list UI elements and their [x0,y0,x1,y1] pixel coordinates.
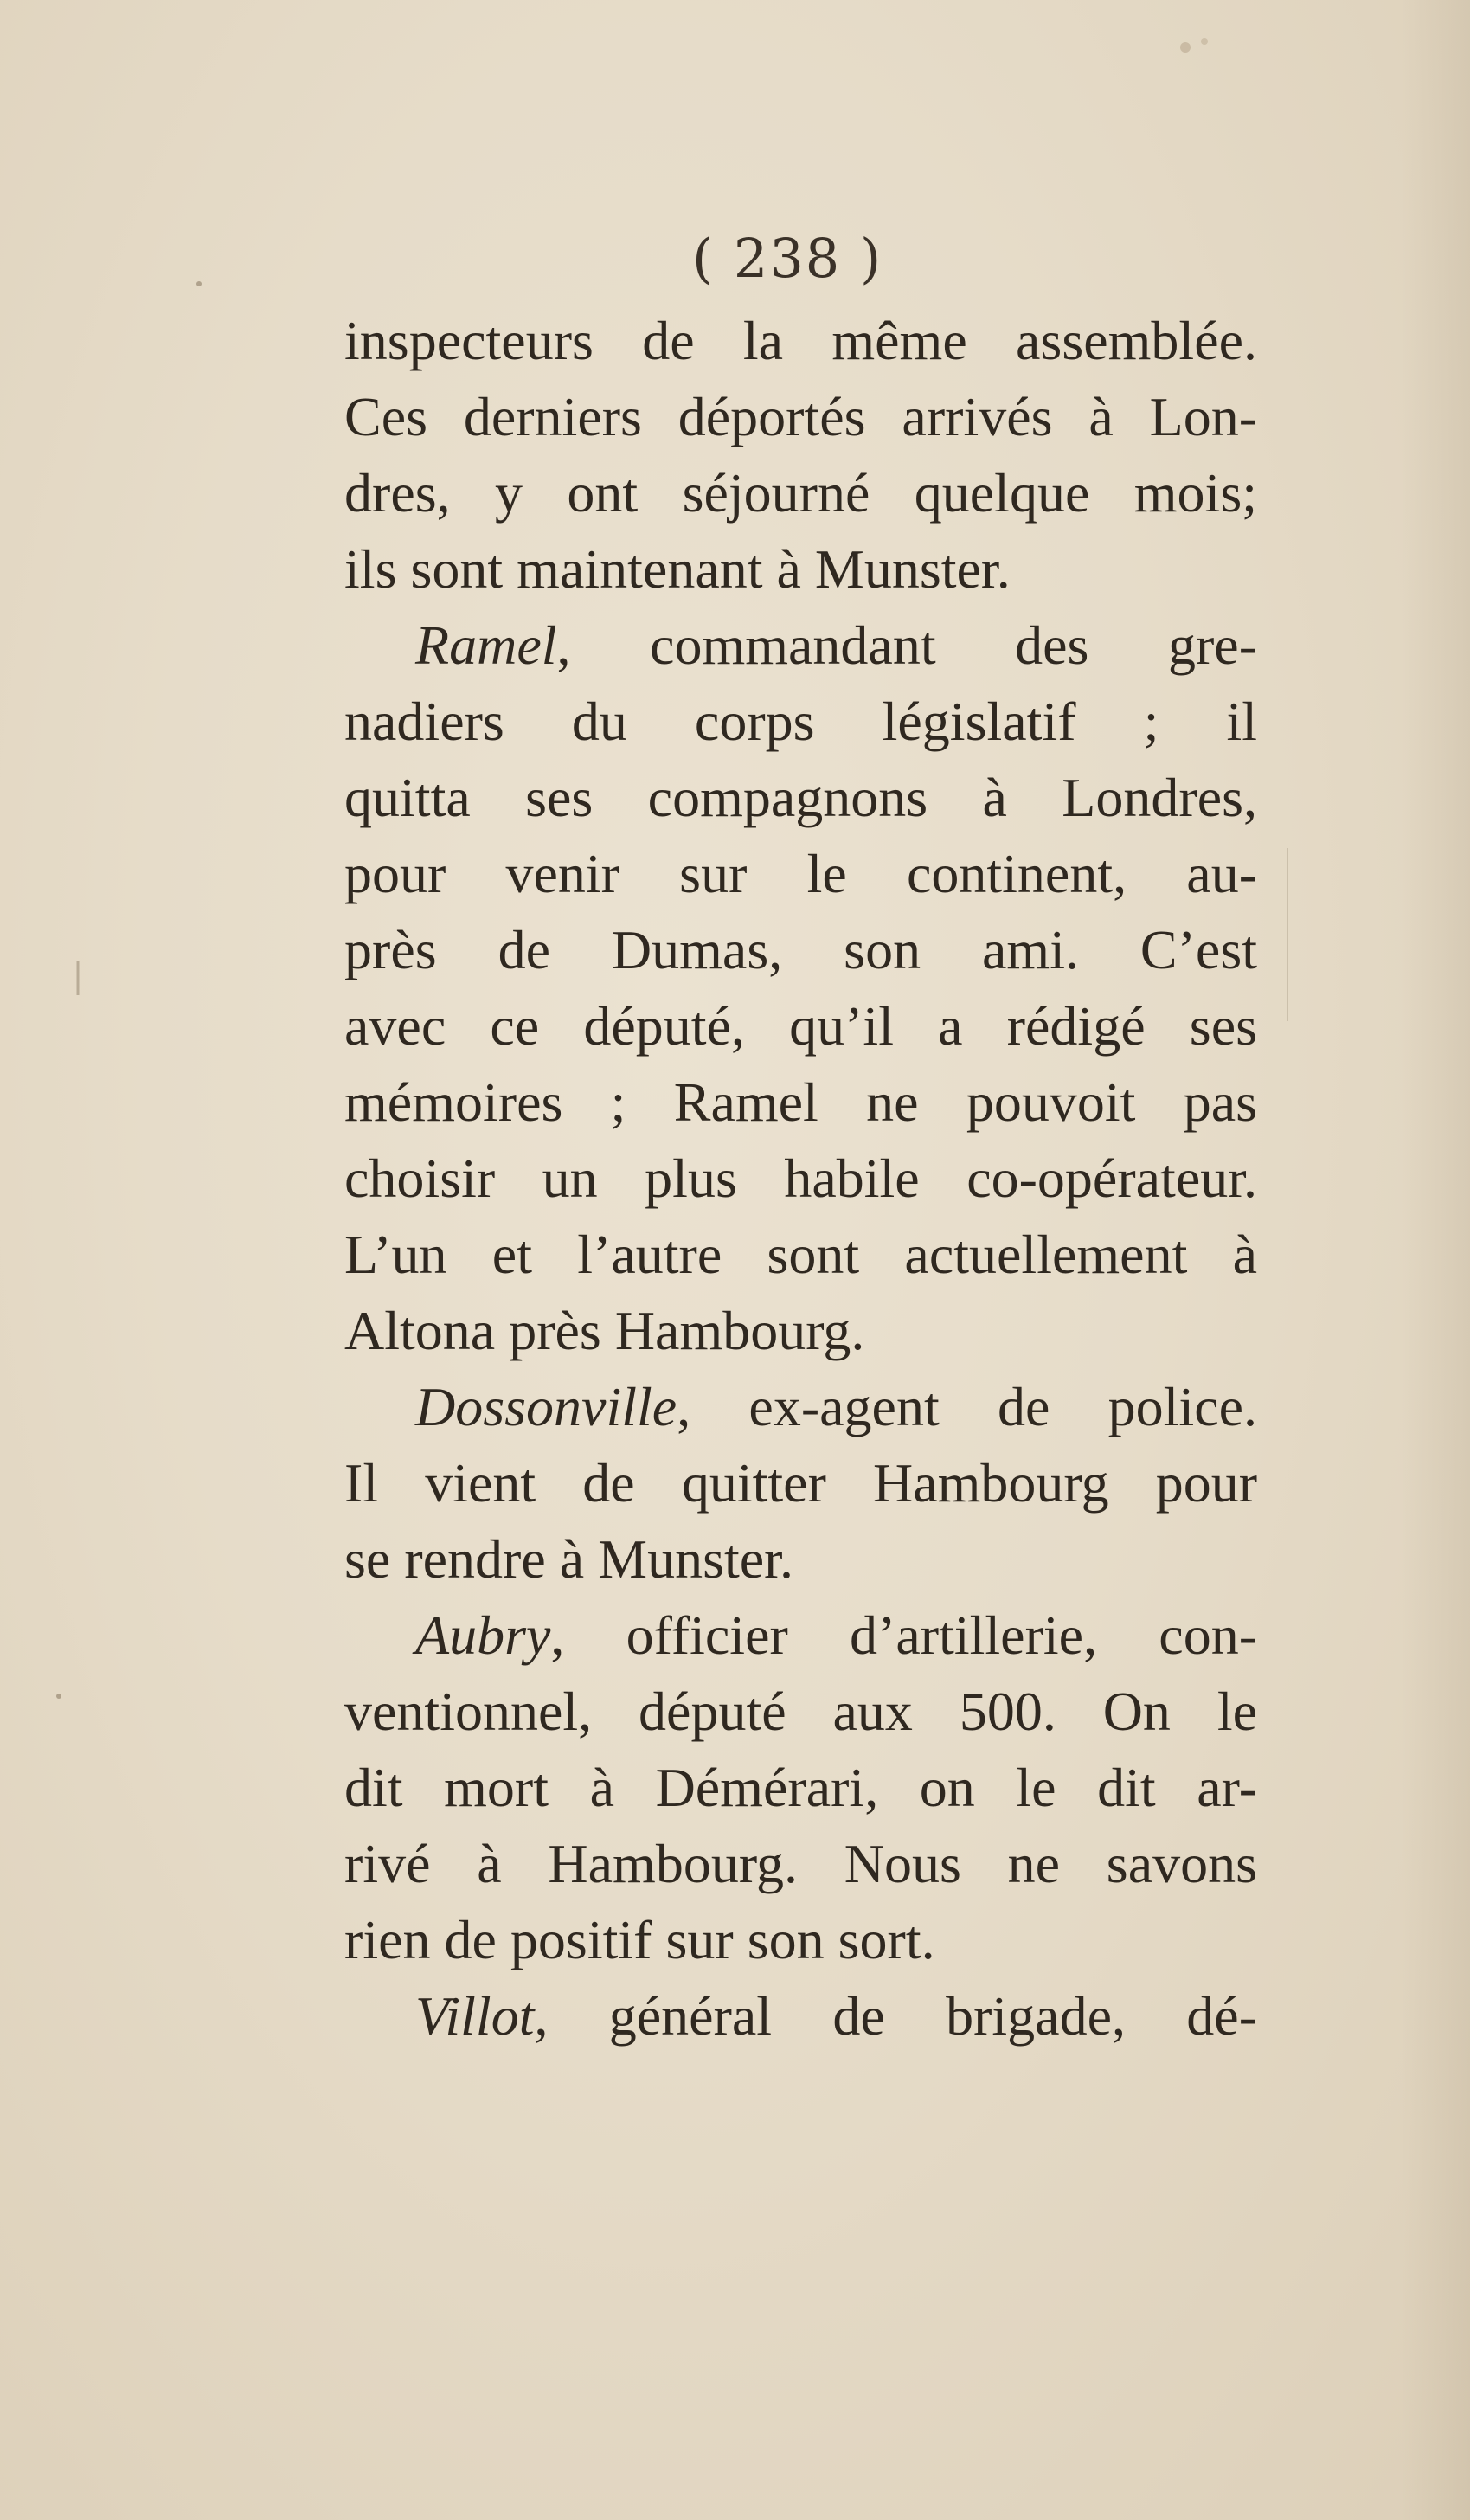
text-line: rivé à Hambourg. Nous ne savons [344,1833,1257,1894]
page-number: ( 238 ) [692,227,883,290]
text-line: dit mort à Démérari, on le dit ar- [344,1757,1257,1818]
text-line: Il vient de quitter Hambourg pour [344,1452,1257,1514]
text-line: nadiers du corps législatif ; il [344,691,1257,752]
text-line: Ces derniers déportés arrivés à Lon- [344,386,1257,447]
person-name: Aubry [415,1604,551,1666]
text-line-entry-villot: Villot, général de brigade, dé- [415,1985,1257,2047]
text-line: choisir un plus habile co-opérateur. [344,1148,1257,1209]
body-text [344,303,1257,2054]
text-line: ventionnel, député aux 500. On le [344,1681,1257,1742]
text-line: quitta ses compagnons à Londres, [344,767,1257,828]
text-line: L’un et l’autre sont actuellement à [344,1224,1257,1285]
text-line-entry-ramel: Ramel, commandant des gre- [415,614,1257,676]
person-name: Villot [415,1985,535,2047]
text-line: mémoires ; Ramel ne pouvoit pas [344,1071,1257,1133]
text-line: inspecteurs de la même assemblée. [344,310,1257,371]
text-line: Altona près Hambourg. [344,1300,865,1361]
text-line: près de Dumas, son ami. C’est [344,919,1257,980]
person-name: Ramel [415,614,557,676]
text-line: rien de positif sur son sort. [344,1909,935,1970]
text-line: pour venir sur le continent, au- [344,843,1257,904]
text-line: ils sont maintenant à Munster. [344,538,1011,600]
text-line: dres, y ont séjourné quelque mois; [344,462,1257,524]
text-line-entry-dossonville: Dossonville, ex-agent de police. [415,1376,1257,1437]
text-line: avec ce député, qu’il a rédigé ses [344,995,1257,1057]
person-name: Dossonville [415,1376,677,1437]
text-line: se rendre à Munster. [344,1528,793,1590]
text-line-entry-aubry: Aubry, officier d’artillerie, con- [415,1604,1257,1666]
